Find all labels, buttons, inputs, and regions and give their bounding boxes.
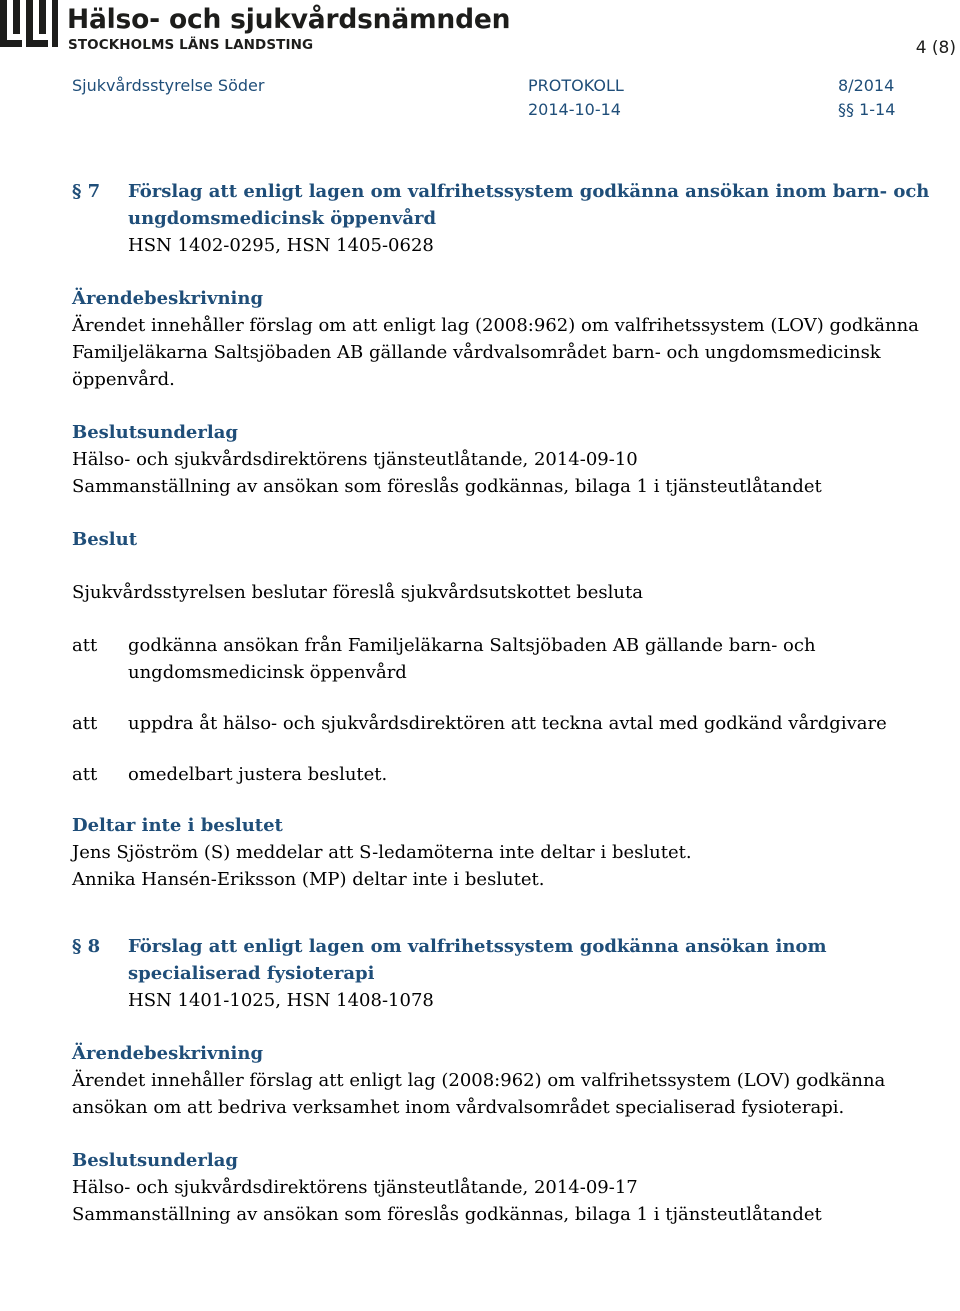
item-title: Förslag att enligt lagen om valfrihetssystem godkänna ansökan inom barn- och ungdomsmedicinsk öppenvård <box>128 181 930 229</box>
item-number: § 8 <box>72 936 101 957</box>
document-body <box>72 178 932 1228</box>
decision-clause <box>72 710 932 737</box>
basis-line: Sammanställning av ansökan som föreslås godkännas, bilaga 1 i tjänsteutlåtandet <box>72 1204 822 1225</box>
abstain-line: Annika Hansén-Eriksson (MP) deltar inte i beslutet. <box>72 869 545 890</box>
item-heading <box>72 933 932 987</box>
committee-name: Sjukvårdsstyrelse Söder <box>72 76 265 95</box>
basis-line: Hälso- och sjukvårdsdirektörens tjänsteutlåtande, 2014-09-17 <box>72 1177 638 1198</box>
abstain-heading: Deltar inte i beslutet <box>72 815 283 836</box>
page-number: 4 (8) <box>915 38 956 58</box>
decision-intro: Sjukvårdsstyrelsen beslutar föreslå sjukvårdsutskottet besluta <box>72 582 643 603</box>
item-title: Förslag att enligt lagen om valfrihetssystem godkänna ansökan inom specialiserad fysioterapi <box>128 936 827 984</box>
doc-type: PROTOKOLL <box>528 76 624 95</box>
clause-keyword: att <box>72 635 98 656</box>
description-heading: Ärendebeskrivning <box>72 288 264 309</box>
clause-keyword: att <box>72 713 98 734</box>
basis-heading: Beslutsunderlag <box>72 1150 238 1171</box>
clause-text: godkänna ansökan från Familjeläkarna Saltsjöbaden AB gällande barn- och ungdomsmedicinsk öppenvård <box>128 635 816 683</box>
basis-line: Hälso- och sjukvårdsdirektörens tjänsteutlåtande, 2014-09-10 <box>72 449 638 470</box>
description-heading: Ärendebeskrivning <box>72 1043 264 1064</box>
item-references: HSN 1401-1025, HSN 1408-1078 <box>128 990 434 1011</box>
description-text: Ärendet innehåller förslag att enligt lag (2008:962) om valfrihetssystem (LOV) godkänna ansökan om att bedriva verksamhet inom vårdvalsområdet specialiserad fysioterapi. <box>72 1070 886 1118</box>
item-references: HSN 1402-0295, HSN 1405-0628 <box>128 235 434 256</box>
org-name: Hälso- och sjukvårdsnämnden <box>67 4 511 35</box>
item-number: § 7 <box>72 181 101 202</box>
paragraph-range: §§ 1-14 <box>838 100 896 119</box>
decision-clause <box>72 632 932 686</box>
decision-clause <box>72 761 932 788</box>
clause-keyword: att <box>72 764 98 785</box>
description-text: Ärendet innehåller förslag om att enligt lag (2008:962) om valfrihetssystem (LOV) godkänna Familjeläkarna Saltsjöbaden AB gällande vårdvalsområdet barn- och ungdomsmedicinsk öppenvård. <box>72 315 919 390</box>
item-heading <box>72 178 932 232</box>
basis-line: Sammanställning av ansökan som föreslås godkännas, bilaga 1 i tjänsteutlåtandet <box>72 476 822 497</box>
page-header <box>0 0 960 60</box>
meeting-date: 2014-10-14 <box>528 100 621 119</box>
clause-text: omedelbart justera beslutet. <box>128 764 388 785</box>
sll-logo-icon <box>0 0 58 52</box>
protocol-number: 8/2014 <box>838 76 895 95</box>
abstain-line: Jens Sjöström (S) meddelar att S-ledamöterna inte deltar i beslutet. <box>72 842 692 863</box>
org-subtitle: STOCKHOLMS LÄNS LANDSTING <box>68 37 314 53</box>
clause-text: uppdra åt hälso- och sjukvårdsdirektören att teckna avtal med godkänd vårdgivare <box>128 713 887 734</box>
decision-heading: Beslut <box>72 529 138 550</box>
basis-heading: Beslutsunderlag <box>72 422 238 443</box>
